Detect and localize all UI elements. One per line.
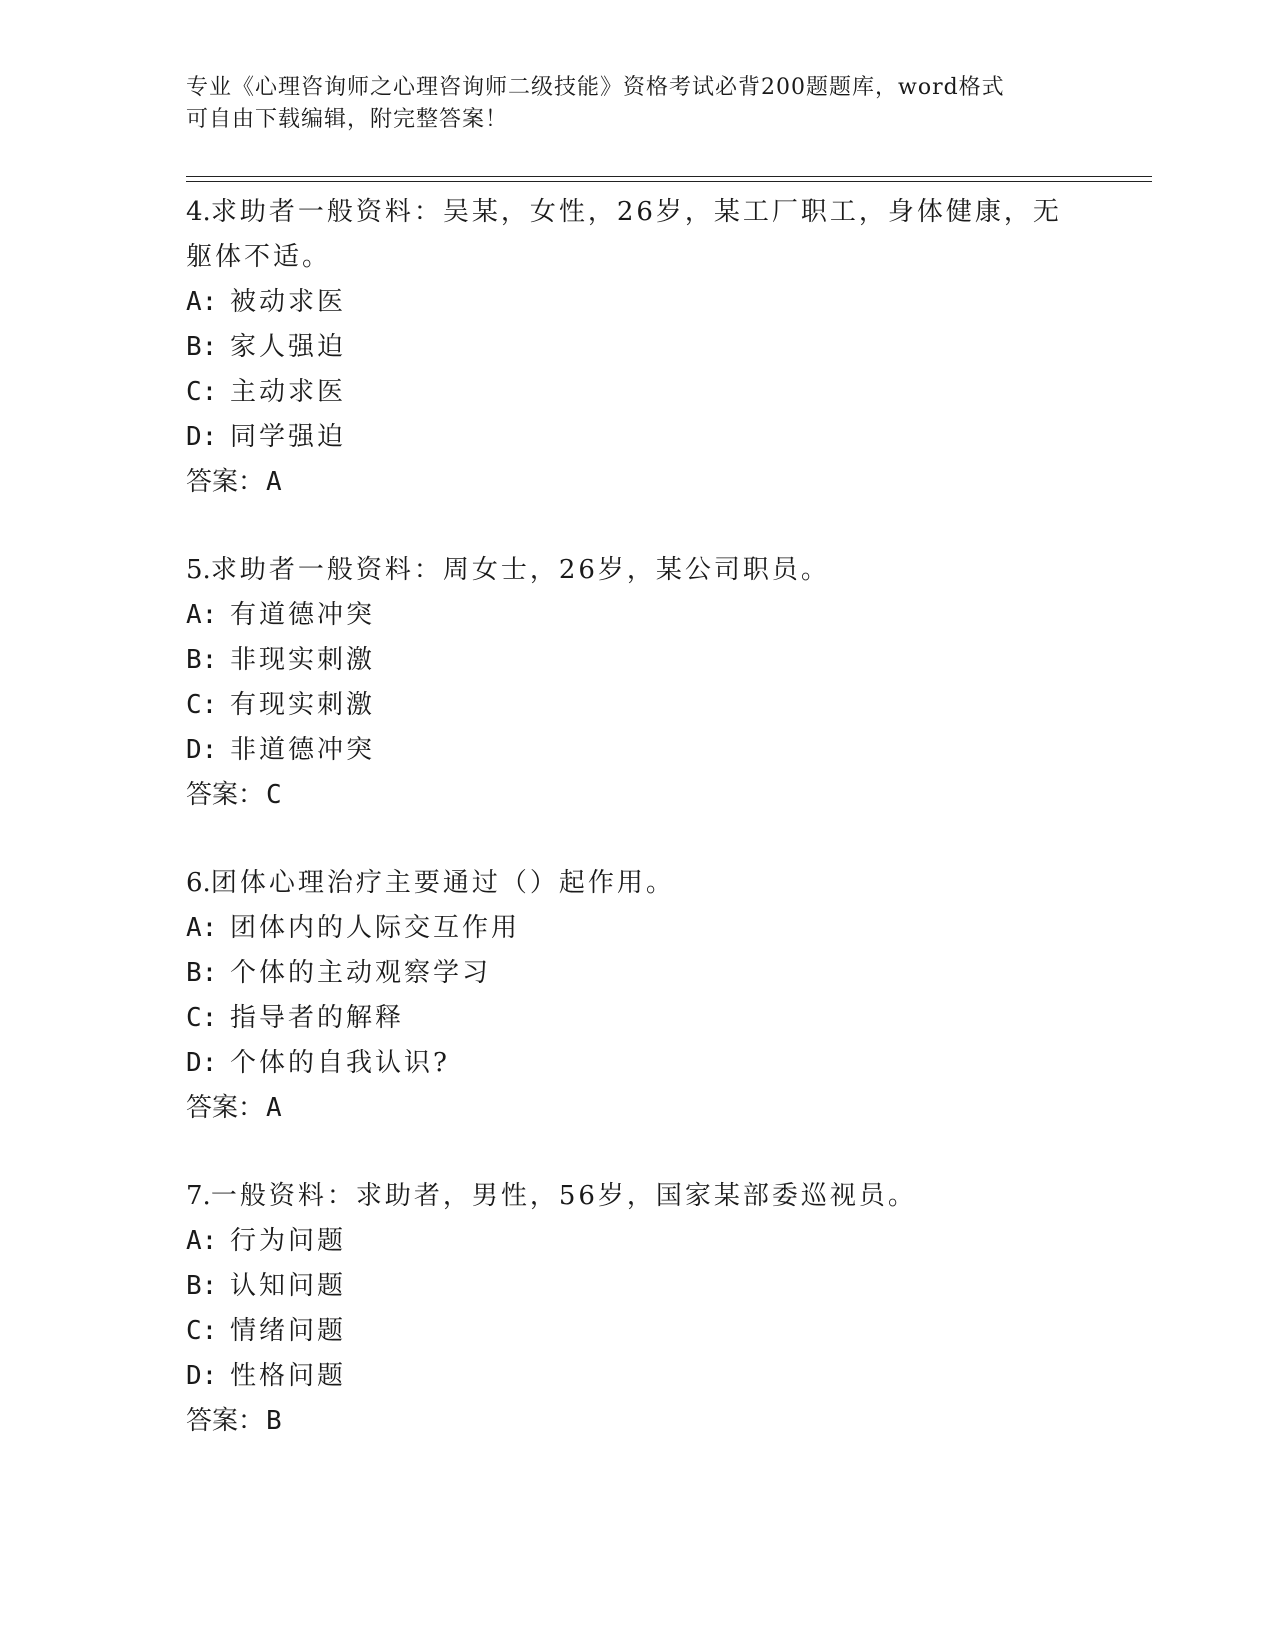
question-text: 团体心理治疗主要通过（）起作用。 (210, 868, 675, 898)
option-text: 性格问题 (230, 1361, 347, 1391)
option-letter: A: (186, 913, 218, 943)
answer-line (186, 460, 1086, 505)
option-d (186, 1354, 1086, 1399)
option-letter: C: (186, 1316, 218, 1346)
question-text: 求助者一般资料：吴某，女性，26岁，某工厂职工，身体健康，无躯体不适。 (186, 197, 1062, 272)
question-7 (186, 1174, 1086, 1444)
option-text: 非道德冲突 (230, 735, 376, 765)
question-5 (186, 548, 1086, 818)
header-line-2: 可自由下载编辑，附完整答案！ (186, 107, 509, 132)
option-c (186, 370, 1086, 415)
answer-label: 答案： (186, 1093, 265, 1123)
option-a (186, 593, 1086, 638)
question-6 (186, 861, 1086, 1131)
option-b (186, 1264, 1086, 1309)
option-letter: A: (186, 1226, 218, 1256)
answer-label: 答案： (186, 1406, 265, 1436)
option-text: 同学强迫 (230, 422, 347, 452)
answer-value: C (266, 780, 282, 810)
option-text: 情绪问题 (230, 1316, 347, 1346)
option-a (186, 1219, 1086, 1264)
option-letter: D: (186, 735, 218, 765)
option-text: 个体的主动观察学习 (230, 958, 492, 988)
answer-value: B (266, 1406, 282, 1436)
option-letter: B: (186, 958, 218, 988)
question-text: 一般资料：求助者，男性，56岁，国家某部委巡视员。 (210, 1181, 917, 1211)
question-stem (186, 861, 1086, 906)
option-text: 行为问题 (230, 1226, 347, 1256)
option-letter: D: (186, 422, 218, 452)
option-letter: C: (186, 1003, 218, 1033)
option-text: 个体的自我认识? (230, 1048, 450, 1078)
option-letter: A: (186, 287, 218, 317)
option-c (186, 996, 1086, 1041)
question-4 (186, 190, 1086, 505)
answer-line (186, 773, 1086, 818)
option-c (186, 1309, 1086, 1354)
question-list (186, 190, 1086, 1487)
option-text: 主动求医 (230, 377, 347, 407)
option-text: 家人强迫 (230, 332, 347, 362)
option-b (186, 638, 1086, 683)
answer-label: 答案： (186, 467, 265, 497)
question-number: 4. (186, 197, 211, 227)
option-letter: D: (186, 1361, 218, 1391)
option-letter: C: (186, 377, 218, 407)
option-b (186, 325, 1086, 370)
answer-label: 答案： (186, 780, 265, 810)
header-divider-top (186, 176, 1152, 177)
option-letter: B: (186, 332, 218, 362)
option-letter: A: (186, 600, 218, 630)
option-text: 有道德冲突 (230, 600, 376, 630)
answer-line (186, 1086, 1086, 1131)
option-d (186, 1041, 1086, 1086)
question-text: 求助者一般资料：周女士，26岁，某公司职员。 (210, 555, 830, 585)
option-c (186, 683, 1086, 728)
document-header (186, 72, 1066, 136)
option-text: 指导者的解释 (230, 1003, 405, 1033)
option-a (186, 906, 1086, 951)
option-text: 有现实刺激 (230, 690, 376, 720)
option-letter: C: (186, 690, 218, 720)
answer-value: A (266, 1093, 282, 1123)
option-text: 被动求医 (230, 287, 347, 317)
answer-value: A (266, 467, 282, 497)
question-stem (186, 190, 1086, 280)
option-text: 团体内的人际交互作用 (230, 913, 521, 943)
question-stem (186, 1174, 1086, 1219)
question-number: 5. (186, 555, 211, 585)
answer-line (186, 1399, 1086, 1444)
option-d (186, 728, 1086, 773)
header-divider-bottom (186, 181, 1152, 182)
option-letter: D: (186, 1048, 218, 1078)
option-a (186, 280, 1086, 325)
question-stem (186, 548, 1086, 593)
option-text: 认知问题 (230, 1271, 347, 1301)
header-line-1: 专业《心理咨询师之心理咨询师二级技能》资格考试必背200题题库，word格式 (186, 75, 1005, 100)
option-letter: B: (186, 1271, 218, 1301)
option-text: 非现实刺激 (230, 645, 376, 675)
option-letter: B: (186, 645, 218, 675)
question-number: 7. (186, 1181, 211, 1211)
option-b (186, 951, 1086, 996)
question-number: 6. (186, 868, 211, 898)
option-d (186, 415, 1086, 460)
